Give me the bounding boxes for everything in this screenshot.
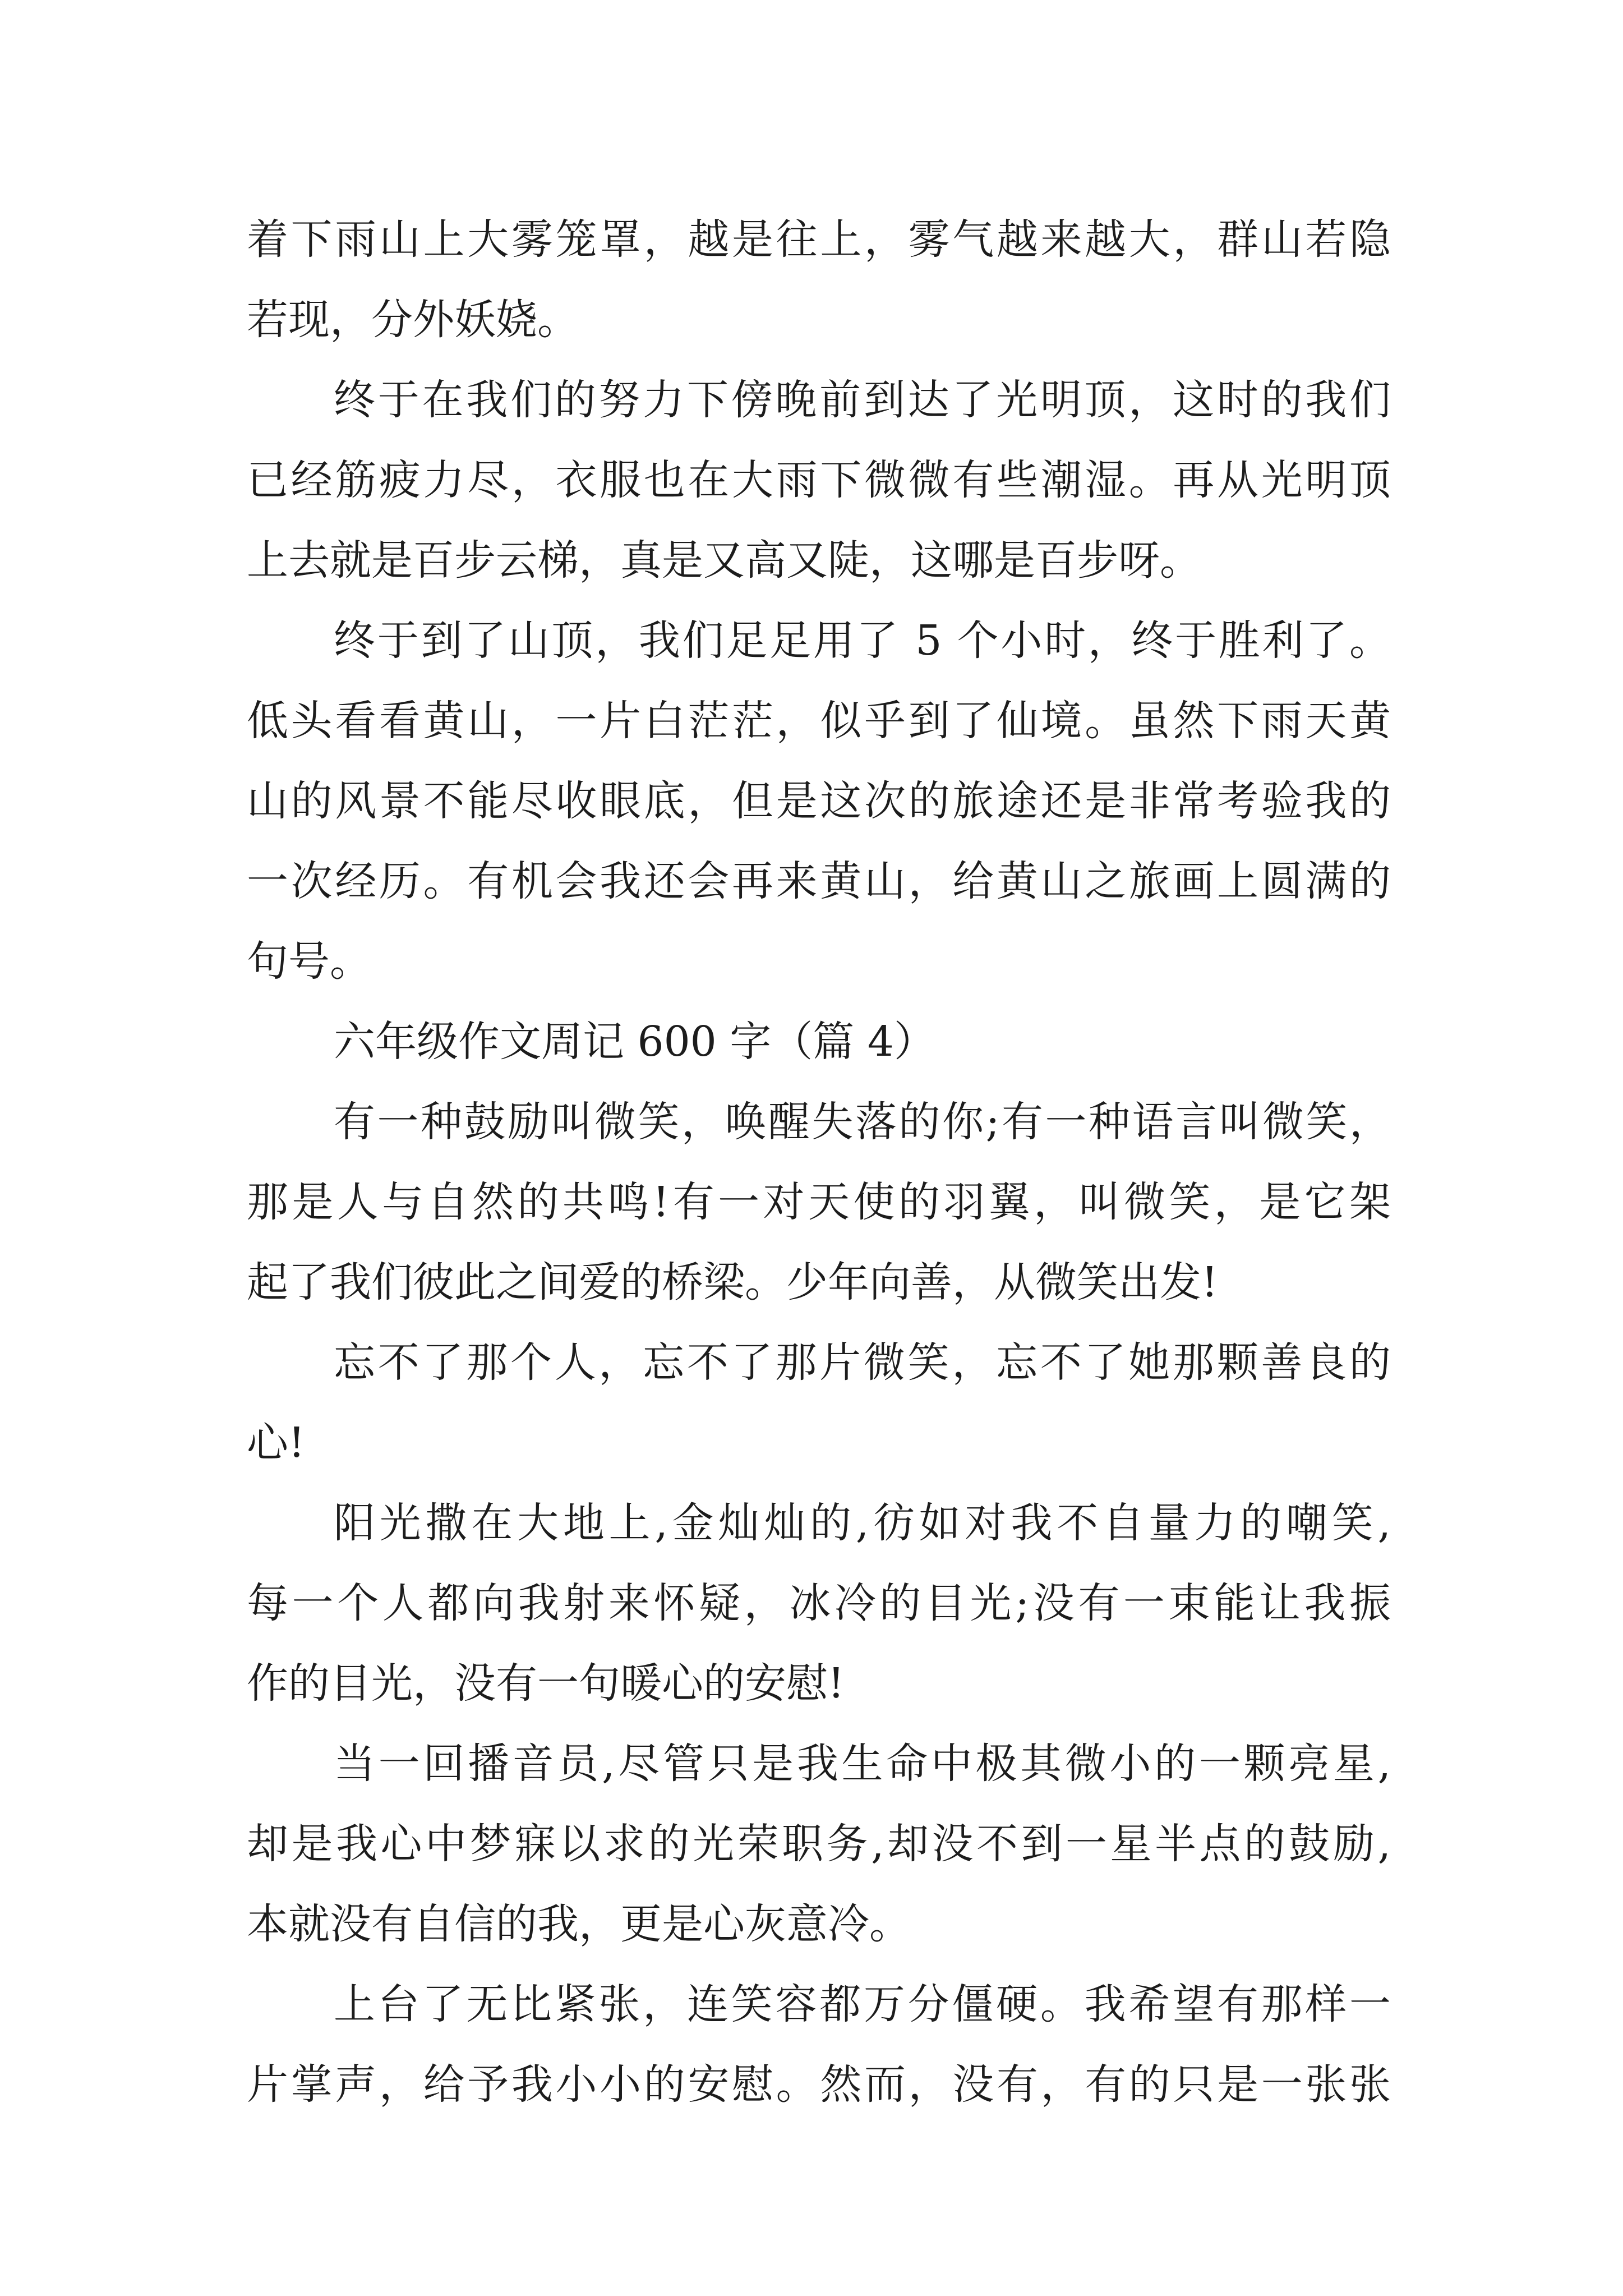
- text-line: 上去就是百步云梯，真是又高又陡，这哪是百步呀。: [247, 536, 1201, 585]
- text-line: 已经筋疲力尽，衣服也在大雨下微微有些潮湿。再从光明顶: [247, 456, 1391, 504]
- text-line: 若现，分外妖娆。: [247, 296, 579, 344]
- text-line: 着下雨山上大雾笼罩，越是往上，雾气越来越大，群山若隐: [247, 215, 1391, 264]
- section-heading: 六年级作文周记 600 字（篇 4）: [334, 1018, 935, 1066]
- text-line: 忘不了那个人，忘不了那片微笑，忘不了她那颗善良的: [334, 1338, 1391, 1387]
- body-text: [247, 200, 1391, 2125]
- text-line: 上台了无比紧张，连笑容都万分僵硬。我希望有那样一: [334, 1980, 1391, 2028]
- text-line: 那是人与自然的共鸣!有一对天使的羽翼，叫微笑，是它架: [247, 1178, 1391, 1226]
- text-line: 作的目光，没有一句暖心的安慰!: [247, 1659, 845, 1708]
- text-line: 阳光撒在大地上,金灿灿的,彷如对我不自量力的嘲笑,: [334, 1499, 1391, 1547]
- text-line: 一次经历。有机会我还会再来黄山，给黄山之旅画上圆满的: [247, 857, 1391, 905]
- text-line: 本就没有自信的我，更是心灰意冷。: [247, 1900, 911, 1948]
- text-line: 有一种鼓励叫微笑，唤醒失落的你;有一种语言叫微笑，: [334, 1098, 1391, 1146]
- text-line: 当一回播音员,尽管只是我生命中极其微小的一颗亮星,: [334, 1740, 1391, 1788]
- text-line: 终于到了山顶，我们足足用了 5 个小时，终于胜利了。: [334, 616, 1391, 665]
- text-line: 低头看看黄山，一片白茫茫，似乎到了仙境。虽然下雨天黄: [247, 697, 1391, 745]
- text-line: 句号。: [247, 937, 371, 986]
- text-line: 每一个人都向我射来怀疑，冰冷的目光;没有一束能让我振: [247, 1579, 1391, 1627]
- text-line: 却是我心中梦寐以求的光荣职务,却没不到一星半点的鼓励,: [247, 1820, 1391, 1868]
- text-line: 起了我们彼此之间爱的桥梁。少年向善，从微笑出发!: [247, 1258, 1218, 1306]
- text-line: 终于在我们的努力下傍晚前到达了光明顶，这时的我们: [334, 376, 1391, 424]
- text-line: 片掌声，给予我小小的安慰。然而，没有，有的只是一张张: [247, 2060, 1391, 2109]
- text-line: 心!: [247, 1419, 305, 1467]
- text-line: 山的风景不能尽收眼底，但是这次的旅途还是非常考验我的: [247, 777, 1391, 825]
